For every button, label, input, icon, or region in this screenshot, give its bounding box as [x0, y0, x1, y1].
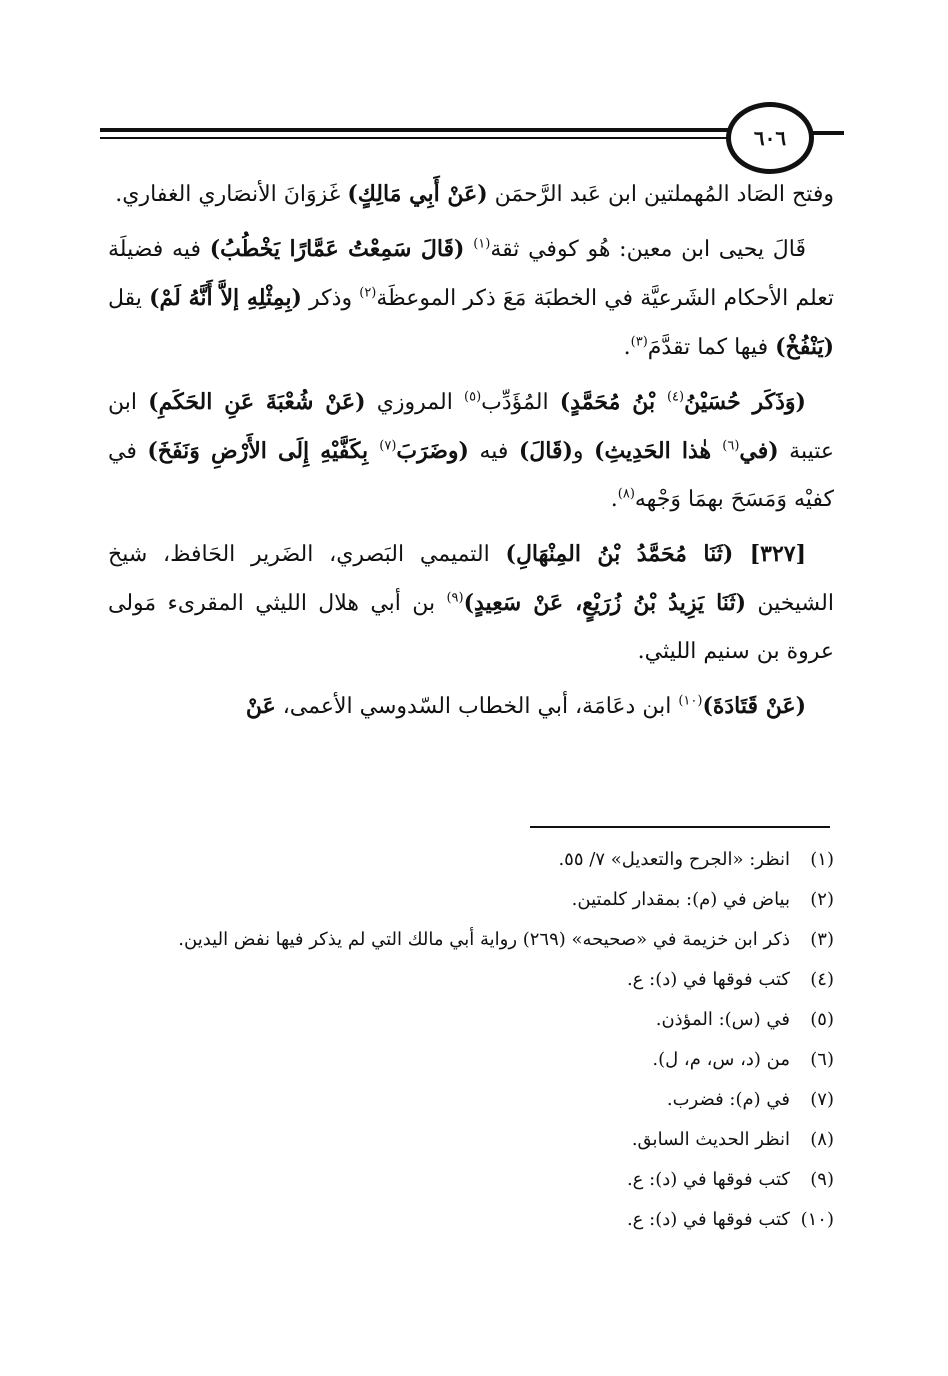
footnote-text: كتب فوقها في (د): ع. — [626, 1169, 790, 1190]
footnote-text: في (س): المؤذن. — [655, 1009, 790, 1030]
commentary-text: فيه — [468, 439, 519, 464]
quoted-text: بْنُ مُحَمَّدٍ) — [559, 389, 667, 415]
footnote-text: ذكر ابن خزيمة في «صحيحه» (٢٦٩) رواية أبي مالك التي لم يذكر فيها نفض اليدين. — [178, 929, 790, 950]
page-number-badge — [726, 102, 814, 174]
paragraph — [108, 530, 834, 676]
header-rule-right — [812, 131, 844, 135]
commentary-text: . — [610, 487, 618, 512]
footnote-text: انظر الحديث السابق. — [631, 1129, 790, 1150]
footnote-number: (١) — [810, 849, 834, 870]
commentary-text: فيها كما تقدَّمَ — [647, 335, 776, 360]
commentary-text: المروزي — [365, 390, 465, 415]
footnotes — [108, 842, 834, 1242]
footnote-separator — [530, 826, 830, 828]
footnote-ref: (٤) — [666, 389, 685, 405]
footnote-text: كتب فوقها في (د): ع. — [626, 1209, 790, 1230]
quoted-text: (عَنْ شُعْبَةَ عَنِ الحَكَمِ) — [148, 389, 366, 415]
quoted-text: (عَنْ قَتَادَةَ) — [702, 693, 806, 719]
footnote-ref: (٣) — [630, 334, 648, 350]
footnote-ref: (٦) — [722, 438, 740, 454]
commentary-text: فيه فضيلَة تعلم الأحكام الشَرعيَّة في الخطبَة مَعَ ذكر الموعظَة — [108, 237, 835, 311]
footnote-number: (١٠) — [800, 1209, 834, 1230]
main-text — [108, 170, 834, 737]
footnote-number: (٨) — [810, 1129, 834, 1150]
paragraph — [108, 225, 834, 372]
paragraph — [108, 170, 834, 219]
commentary-text: المُؤَدِّب — [481, 390, 560, 415]
quoted-text: (وضَرَبَ — [396, 438, 469, 464]
page-number: ٦٠٦ — [753, 126, 787, 150]
commentary-text: . — [623, 335, 631, 360]
header-rule-thin — [100, 137, 730, 139]
footnote-ref: (٢) — [359, 285, 377, 301]
quoted-text: (ثَنَا يَزِيدُ بْنُ زُرَيْعٍ، عَنْ سَعِيدٍ) — [463, 590, 746, 616]
footnote — [108, 842, 834, 878]
quoted-text: (قَالَ) — [518, 438, 573, 464]
commentary-text: قَالَ يحيى ابن معين: هُو كوفي ثقة — [490, 237, 806, 262]
footnote-number: (٥) — [810, 1009, 834, 1030]
paragraph — [108, 378, 834, 524]
commentary-text: و — [572, 439, 595, 464]
commentary-text — [464, 237, 473, 262]
footnote-number: (٧) — [810, 1089, 834, 1110]
page-header — [100, 100, 844, 180]
footnote-number: (٤) — [810, 969, 834, 990]
footnote-text: بياض في (م): بمقدار كلمتين. — [571, 889, 790, 910]
footnote-ref: (٩) — [446, 590, 464, 606]
quoted-text: (في — [739, 438, 779, 464]
footnote-text: من (د، س، م، ل). — [652, 1049, 790, 1070]
footnote — [108, 882, 834, 918]
footnote — [108, 1202, 834, 1238]
footnote — [108, 922, 834, 958]
commentary-text: وفتح الصَاد المُهملتين ابن عَبد الرَّحمَن — [487, 182, 834, 207]
commentary-text: بن أبي هلال الليثي المقرىء مَولى عروة بن سنيم الليثي. — [108, 591, 834, 664]
footnote-ref: (١) — [473, 236, 491, 252]
header-rule-thick — [100, 128, 730, 132]
footnote-text: كتب فوقها في (د): ع. — [626, 969, 790, 990]
commentary-text: وذكر — [301, 286, 360, 311]
footnote — [108, 1082, 834, 1118]
commentary-text: غَزوَانَ الأنصَاري الغفاري. — [115, 182, 348, 207]
footnote-ref: (٧) — [379, 438, 397, 454]
commentary-text: في كفيْه وَمَسَحَ بهمَا وَجْهه — [108, 439, 834, 512]
footnote — [108, 1162, 834, 1198]
footnote — [108, 1122, 834, 1158]
footnote-ref: (٥) — [464, 389, 482, 405]
footnote-number: (٩) — [810, 1169, 834, 1190]
quoted-text: (بِمِثْلِهِ إلاَّ أَنَّهُ لَمْ) — [149, 285, 302, 311]
quoted-text: (يَنْفُخْ) — [775, 334, 834, 360]
commentary-text: ابن دعَامَة، أبي الخطاب السّدوسي الأعمى، — [275, 694, 679, 719]
footnote-ref: (١٠) — [678, 693, 703, 709]
quoted-text: (عَنْ أَبِي مَالِكٍ) — [347, 181, 488, 207]
quoted-text: بِكَفَّيْهِ إِلَى الأَرْضِ وَنَفَخَ) — [147, 438, 380, 464]
paragraph — [108, 682, 834, 731]
quoted-text: عَنْ — [245, 693, 276, 719]
footnote — [108, 1002, 834, 1038]
footnote-number: (٦) — [810, 1049, 834, 1070]
footnote-number: (٣) — [810, 929, 834, 950]
commentary-text: ابن عتيبة — [108, 390, 835, 464]
footnote-text: في (م): فضرب. — [666, 1089, 790, 1110]
footnote-ref: (٨) — [617, 486, 635, 502]
quoted-text: (قَالَ سَمِعْتُ عَمَّارًا يَخْطُبُ) — [209, 236, 465, 262]
quoted-text: [٣٢٧] (ثَنَا مُحَمَّدُ بْنُ المِنْهَالِ) — [505, 541, 806, 567]
footnote-text: انظر: «الجرح والتعديل» ٧/ ٥٥. — [558, 849, 790, 870]
commentary-text: التميمي البَصري، الضَرير الحَافظ، شيخ الشيخين — [108, 542, 834, 616]
quoted-text: (وَذَكَر حُسَيْنُ — [684, 389, 806, 415]
footnote — [108, 962, 834, 998]
commentary-text: يقل — [108, 286, 150, 311]
footnote-number: (٢) — [810, 889, 834, 910]
footnote — [108, 1042, 834, 1078]
quoted-text: هٰذا الحَدِيثِ) — [594, 438, 723, 464]
